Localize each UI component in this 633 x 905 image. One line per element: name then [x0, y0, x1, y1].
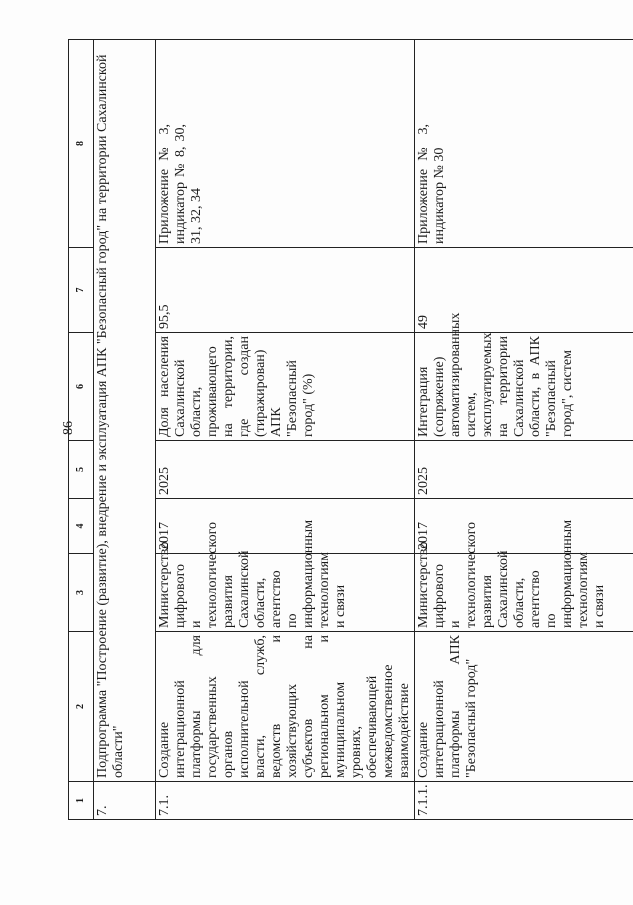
- indicator-link: [156, 40, 415, 248]
- measure-name: Создание интеграционной платформы для государственных органов исполнительной власти, служб, ведомств и хозяйствующих субъектов на региональном и муниципальном уровнях, обеспечивающей межведомственное взаимодействие: [156, 632, 415, 782]
- table-row: [415, 40, 633, 820]
- indicator-value: 49: [415, 248, 633, 333]
- indicator-name: Интеграция (сопряжение) автоматизированных систем, эксплуатируемых на территории Сахалинской области, в АПК "Безопасный город", систем: [415, 333, 633, 441]
- header-cell: 3: [69, 554, 94, 632]
- header-cell: 4: [69, 499, 94, 554]
- indicator-link: [415, 40, 633, 248]
- end-year: 2025: [156, 441, 415, 499]
- measure-name: Создание интеграционной платформы АПК "Безопасный город": [415, 632, 633, 782]
- header-cell: 1: [69, 782, 94, 820]
- header-cell: 7: [69, 248, 94, 333]
- indicator-name: Доля населения Сахалинской области, проживающего на территории, где создан (тиражирован) АПК "Безопасный город" (%): [156, 333, 415, 441]
- start-year: 2017: [156, 499, 415, 554]
- section-title: Подпрограмма "Построение (развитие), внедрение и эксплуатация АПК "Безопасный город" на территории Сахалинской области": [94, 40, 156, 782]
- executor: Министерство цифрового и технологического развития Сахалинской области, агентство по информационным технологиям и связи: [156, 554, 415, 632]
- end-year: 2025: [415, 441, 633, 499]
- row-number: 7.1.: [156, 782, 415, 820]
- indicator-value: 95,5: [156, 248, 415, 333]
- header-cell: 5: [69, 441, 94, 499]
- program-table: [68, 39, 633, 820]
- indicator-link-text: Приложение № 3, индикатор № 30: [416, 124, 447, 244]
- section-number: 7.: [94, 782, 156, 820]
- row-number: 7.1.1.: [415, 782, 633, 820]
- header-cell: 2: [69, 632, 94, 782]
- header-row: [69, 40, 94, 820]
- header-cell: 6: [69, 333, 94, 441]
- start-year: 2017: [415, 499, 633, 554]
- section-row: [94, 40, 156, 820]
- table-row: [156, 40, 415, 820]
- rotated-table-wrapper: [68, 40, 613, 820]
- page-number: 86: [61, 421, 76, 435]
- indicator-link-text: Приложение № 3, индикатор № 8, 30, 31, 32, 34: [157, 124, 204, 244]
- executor: Министерство цифрового и технологического развития Сахалинской области, агентство по информационным технологиям и связи: [415, 554, 633, 632]
- header-cell: 8: [69, 40, 94, 248]
